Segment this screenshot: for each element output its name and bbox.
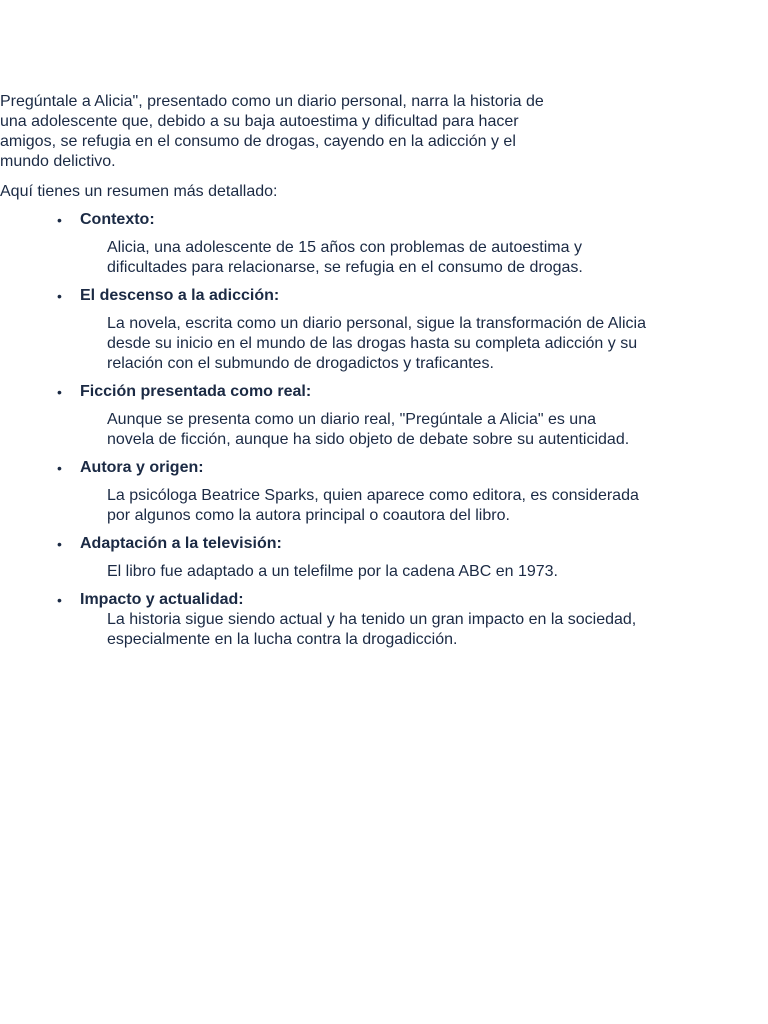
section-heading: Adaptación a la televisión: xyxy=(80,535,282,552)
bullet-icon: • xyxy=(57,592,62,608)
section-heading: Contexto: xyxy=(80,211,155,228)
section-text: El libro fue adaptado a un telefilme por la cadena ABC en 1973. xyxy=(107,563,558,580)
section-heading: Impacto y actualidad: xyxy=(80,591,244,608)
section-contexto xyxy=(0,210,768,278)
section-impacto xyxy=(0,590,768,650)
bullet-icon: • xyxy=(57,460,62,476)
section-heading: El descenso a la adicción: xyxy=(80,287,280,304)
section-adaptacion xyxy=(0,534,768,582)
section-text: La historia sigue siendo actual y ha tenido un gran impacto en la sociedad, especialmente en la lucha contra la drogadicción. xyxy=(107,611,637,648)
section-heading: Autora y origen: xyxy=(80,459,204,476)
bullet-icon: • xyxy=(57,288,62,304)
bullet-icon: • xyxy=(57,384,62,400)
section-text: La novela, escrita como un diario personal, sigue la transformación de Alicia desde su inicio en el mundo de las drogas hasta su completa adicción y su relación con el submundo de drogadictos y traficantes. xyxy=(107,315,646,372)
intro-lead: Aquí tienes un resumen más detallado: xyxy=(0,183,278,200)
section-descenso xyxy=(0,286,768,374)
section-heading: Ficción presentada como real: xyxy=(80,383,312,400)
section-text: La psicóloga Beatrice Sparks, quien aparece como editora, es considerada por algunos como la autora principal o coautora del libro. xyxy=(107,487,639,524)
section-text: Aunque se presenta como un diario real, "Pregúntale a Alicia" es una novela de ficción, aunque ha sido objeto de debate sobre su autenticidad. xyxy=(107,411,630,448)
section-ficcion xyxy=(0,382,768,450)
section-text: Alicia, una adolescente de 15 años con problemas de autoestima y dificultades para relacionarse, se refugia en el consumo de drogas. xyxy=(107,239,583,276)
document-content xyxy=(0,92,768,650)
intro-paragraph: Pregúntale a Alicia", presentado como un diario personal, narra la historia de una adolescente que, debido a su baja autoestima y dificultad para hacer amigos, se refugia en el consumo de drogas, cayendo en la adicción y el mundo delictivo. xyxy=(0,93,544,170)
section-autora xyxy=(0,458,768,526)
bullet-icon: • xyxy=(57,536,62,552)
bullet-icon: • xyxy=(57,212,62,228)
